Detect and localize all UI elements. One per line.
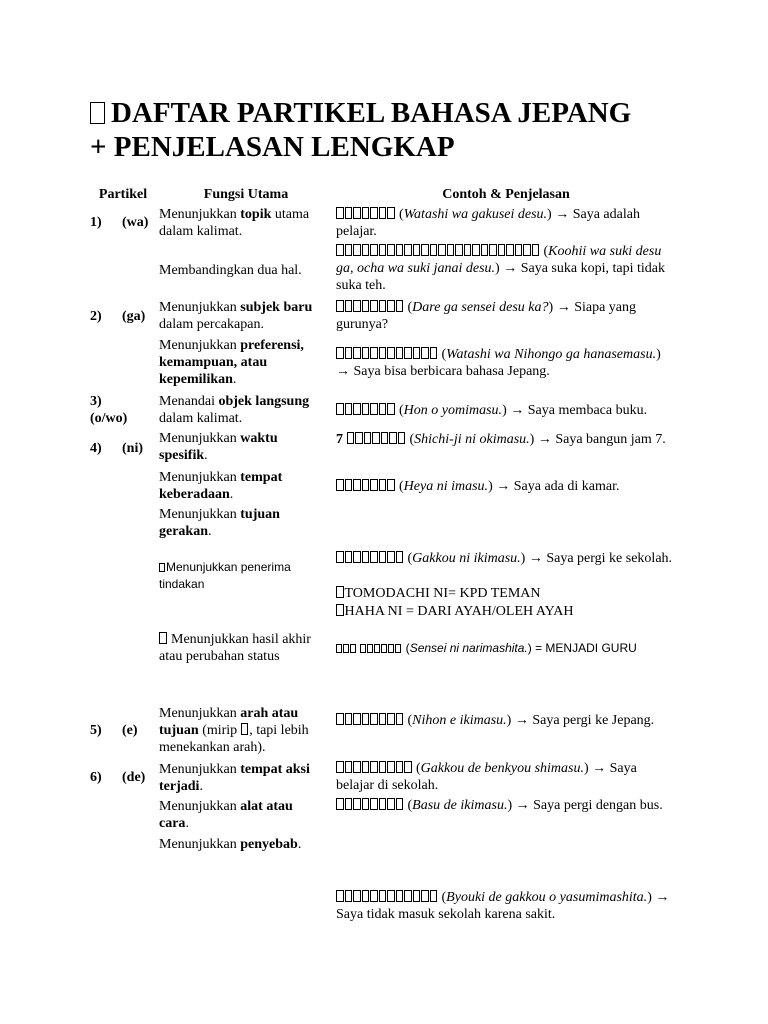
japanese-text-icon <box>336 713 344 725</box>
japanese-glyph-icon <box>353 761 361 773</box>
example-cell: (Byouki de gakkou o yasumimashita.) → Saya tidak masuk sekolah karena sakit. <box>336 890 670 922</box>
japanese-glyph-icon <box>389 432 397 444</box>
japanese-glyph-icon <box>387 244 395 256</box>
japanese-glyph-icon <box>421 347 429 359</box>
japanese-glyph-icon <box>370 403 378 415</box>
page-title <box>90 96 730 164</box>
japanese-glyph-icon <box>362 761 370 773</box>
japanese-glyph-icon <box>370 479 378 491</box>
unrendered-glyph-icon <box>159 632 167 644</box>
header-partikel: Partikel <box>98 187 148 202</box>
japanese-glyph-icon <box>387 479 395 491</box>
japanese-glyph-icon <box>387 403 395 415</box>
example-cell: (Sensei ni narimashita.) = MENJADI GURU <box>336 640 676 657</box>
japanese-glyph-icon <box>489 244 497 256</box>
japanese-text-icon <box>336 347 344 359</box>
japanese-glyph-icon <box>362 479 370 491</box>
particle-number: 4) <box>90 441 102 456</box>
unrendered-glyph-icon <box>159 563 165 572</box>
japanese-glyph-icon <box>379 798 387 810</box>
particle-name: (e) <box>122 723 138 738</box>
japanese-glyph-icon <box>370 300 378 312</box>
japanese-glyph-icon <box>404 761 412 773</box>
japanese-glyph-icon <box>345 713 353 725</box>
japanese-glyph-icon <box>362 403 370 415</box>
japanese-glyph-icon <box>362 300 370 312</box>
japanese-glyph-icon <box>421 890 429 902</box>
japanese-glyph-icon <box>396 713 404 725</box>
japanese-glyph-icon <box>379 713 387 725</box>
japanese-glyph-icon <box>367 644 373 653</box>
japanese-text-icon <box>336 890 344 902</box>
japanese-glyph-icon <box>472 244 480 256</box>
japanese-glyph-icon <box>447 244 455 256</box>
example-cell: (Gakkou ni ikimasu.) → Saya pergi ke sekolah. <box>336 550 676 567</box>
particle-number: 3) <box>90 394 102 409</box>
japanese-glyph-icon <box>362 890 370 902</box>
japanese-glyph-icon <box>353 479 361 491</box>
function-cell: Menunjukkan waktu spesifik. <box>159 431 278 463</box>
japanese-glyph-icon <box>379 207 387 219</box>
japanese-glyph-icon <box>379 403 387 415</box>
header-contoh: Contoh & Penjelasan <box>442 187 570 202</box>
japanese-glyph-icon <box>362 798 370 810</box>
japanese-glyph-icon <box>370 761 378 773</box>
example-cell: 7 (Shichi-ji ni okimasu.) → Saya bangun jam 7. <box>336 432 666 447</box>
japanese-glyph-icon <box>345 347 353 359</box>
japanese-glyph-icon <box>404 890 412 902</box>
japanese-glyph-icon <box>413 890 421 902</box>
japanese-glyph-icon <box>350 644 356 653</box>
japanese-glyph-icon <box>506 244 514 256</box>
japanese-glyph-icon <box>345 244 353 256</box>
japanese-text-icon <box>336 644 342 653</box>
japanese-glyph-icon <box>387 551 395 563</box>
japanese-glyph-icon <box>381 644 387 653</box>
function-cell: Menunjukkan tujuan gerakan. <box>159 507 280 539</box>
particle-name: (wa) <box>122 215 149 230</box>
japanese-glyph-icon <box>353 300 361 312</box>
japanese-glyph-icon <box>387 798 395 810</box>
japanese-glyph-icon <box>523 244 531 256</box>
japanese-glyph-icon <box>370 244 378 256</box>
example-cell: (Watashi wa Nihongo ga hanasemasu.) → Saya bisa berbicara bahasa Jepang. <box>336 347 661 379</box>
japanese-glyph-icon <box>345 761 353 773</box>
function-cell: Menunjukkan alat atau cara. <box>159 799 293 831</box>
japanese-glyph-icon <box>353 713 361 725</box>
function-cell: Menunjukkan tempat aksi terjadi. <box>159 762 310 794</box>
japanese-glyph-icon <box>430 347 438 359</box>
japanese-glyph-icon <box>464 244 472 256</box>
japanese-glyph-icon <box>345 300 353 312</box>
function-cell: Menunjukkan penerima tindakan <box>159 560 291 591</box>
function-cell: Menunjukkan hasil akhir atau perubahan status <box>159 632 311 664</box>
japanese-glyph-icon <box>362 207 370 219</box>
japanese-glyph-icon <box>345 207 353 219</box>
particle-name: (ga) <box>122 309 146 324</box>
japanese-text-icon <box>336 207 344 219</box>
japanese-glyph-icon <box>370 890 378 902</box>
japanese-glyph-icon <box>364 432 372 444</box>
japanese-glyph-icon <box>455 244 463 256</box>
japanese-glyph-icon <box>404 347 412 359</box>
japanese-glyph-icon <box>362 244 370 256</box>
japanese-glyph-icon <box>379 244 387 256</box>
japanese-glyph-icon <box>345 403 353 415</box>
function-cell: Menunjukkan penyebab. <box>159 837 302 852</box>
japanese-glyph-icon <box>498 244 506 256</box>
japanese-glyph-icon <box>345 798 353 810</box>
japanese-text-icon <box>336 551 344 563</box>
japanese-glyph-icon <box>396 761 404 773</box>
japanese-text-icon <box>336 244 344 256</box>
example-note: HAHA NI = DARI AYAH/OLEH AYAH <box>336 603 676 620</box>
japanese-glyph-icon <box>387 300 395 312</box>
header-fungsi-utama: Fungsi Utama <box>203 187 289 202</box>
particle-name: (ni) <box>122 441 143 456</box>
japanese-glyph-icon <box>481 244 489 256</box>
japanese-glyph-icon <box>515 244 523 256</box>
japanese-glyph-icon <box>374 644 380 653</box>
japanese-glyph-icon <box>353 207 361 219</box>
japanese-glyph-icon <box>343 644 349 653</box>
japanese-text-icon <box>347 432 355 444</box>
example-note: TOMODACHI NI= KPD TEMAN <box>336 585 676 602</box>
function-cell: Membandingkan dua hal. <box>159 263 302 278</box>
japanese-glyph-icon <box>413 244 421 256</box>
particle-number: 2) <box>90 309 102 324</box>
unrendered-glyph-icon <box>336 586 344 598</box>
example-cell: (Koohii wa suki desu ga, ocha wa suki janai desu.) → Saya suka kopi, tapi tidak suka teh. <box>336 244 665 293</box>
japanese-glyph-icon <box>370 798 378 810</box>
japanese-glyph-icon <box>379 551 387 563</box>
particle-name: (de) <box>122 770 146 785</box>
japanese-glyph-icon <box>345 479 353 491</box>
japanese-glyph-icon <box>396 300 404 312</box>
japanese-glyph-icon <box>388 644 394 653</box>
japanese-glyph-icon <box>370 347 378 359</box>
japanese-glyph-icon <box>379 761 387 773</box>
japanese-glyph-icon <box>430 244 438 256</box>
japanese-glyph-icon <box>396 551 404 563</box>
japanese-glyph-icon <box>381 432 389 444</box>
japanese-text-icon <box>336 300 344 312</box>
japanese-glyph-icon <box>395 644 401 653</box>
japanese-glyph-icon <box>355 432 363 444</box>
japanese-text-icon <box>336 798 344 810</box>
japanese-glyph-icon <box>379 300 387 312</box>
function-cell: Menunjukkan arah atau tujuan (mirip , tapi lebih menekankan arah). <box>159 706 309 755</box>
japanese-glyph-icon <box>387 761 395 773</box>
example-cell: (Nihon e ikimasu.) → Saya pergi ke Jepang. <box>336 712 676 729</box>
japanese-glyph-icon <box>353 347 361 359</box>
example-cell: (Hon o yomimasu.) → Saya membaca buku. <box>336 402 676 419</box>
japanese-glyph-icon <box>353 551 361 563</box>
japanese-glyph-icon <box>396 244 404 256</box>
function-cell: Menunjukkan tempat keberadaan. <box>159 470 283 502</box>
example-cell: (Watashi wa gakusei desu.) → Saya adalah pelajar. <box>336 207 640 239</box>
example-cell: (Basu de ikimasu.) → Saya pergi dengan bus. <box>336 797 676 814</box>
japanese-glyph-icon <box>421 244 429 256</box>
function-cell: Menunjukkan preferensi, kemampuan, atau kepemilikan. <box>159 338 304 387</box>
japanese-glyph-icon <box>372 432 380 444</box>
japanese-glyph-icon <box>370 551 378 563</box>
particle-number: 6) <box>90 770 102 785</box>
japanese-glyph-icon <box>353 890 361 902</box>
particle-number: 1) <box>90 215 102 230</box>
japanese-text-icon <box>336 761 344 773</box>
japanese-glyph-icon <box>413 347 421 359</box>
particle-number: 5) <box>90 723 102 738</box>
japanese-glyph-icon <box>345 551 353 563</box>
function-cell: Menunjukkan subjek baru dalam percakapan. <box>159 300 313 332</box>
japanese-glyph-icon <box>396 890 404 902</box>
japanese-glyph-icon <box>353 403 361 415</box>
japanese-glyph-icon <box>362 551 370 563</box>
japanese-glyph-icon <box>370 207 378 219</box>
japanese-glyph-icon <box>370 713 378 725</box>
japanese-text-icon <box>360 644 366 653</box>
japanese-glyph-icon <box>387 347 395 359</box>
example-cell: (Heya ni imasu.) → Saya ada di kamar. <box>336 478 676 495</box>
japanese-glyph-icon <box>387 713 395 725</box>
japanese-glyph-icon <box>379 347 387 359</box>
unrendered-glyph-icon <box>90 102 105 124</box>
particle-name: (o/wo) <box>90 411 128 426</box>
japanese-glyph-icon <box>430 890 438 902</box>
japanese-glyph-icon <box>398 432 406 444</box>
japanese-glyph-icon <box>345 890 353 902</box>
title-line-1: DAFTAR PARTIKEL BAHASA JEPANG <box>111 97 632 129</box>
function-cell: Menunjukkan topik utama dalam kalimat. <box>159 207 310 239</box>
japanese-text-icon <box>336 403 344 415</box>
japanese-glyph-icon <box>353 798 361 810</box>
japanese-glyph-icon <box>362 347 370 359</box>
example-cell: (Dare ga sensei desu ka?) → Siapa yang gurunya? <box>336 300 637 332</box>
title-line-2: + PENJELASAN LENGKAP <box>90 131 455 163</box>
japanese-glyph-icon <box>387 890 395 902</box>
japanese-glyph-icon <box>438 244 446 256</box>
unrendered-glyph-icon <box>336 604 344 616</box>
function-cell: Menandai objek langsung dalam kalimat. <box>159 394 310 426</box>
japanese-glyph-icon <box>387 207 395 219</box>
japanese-glyph-icon <box>379 479 387 491</box>
japanese-glyph-icon <box>362 713 370 725</box>
japanese-glyph-icon <box>404 244 412 256</box>
japanese-glyph-icon <box>532 244 540 256</box>
japanese-glyph-icon <box>396 347 404 359</box>
unrendered-glyph-icon <box>241 723 249 735</box>
japanese-text-icon <box>336 479 344 491</box>
japanese-glyph-icon <box>353 244 361 256</box>
example-cell: (Gakkou de benkyou shimasu.) → Saya belajar di sekolah. <box>336 761 637 793</box>
japanese-glyph-icon <box>379 890 387 902</box>
japanese-glyph-icon <box>396 798 404 810</box>
